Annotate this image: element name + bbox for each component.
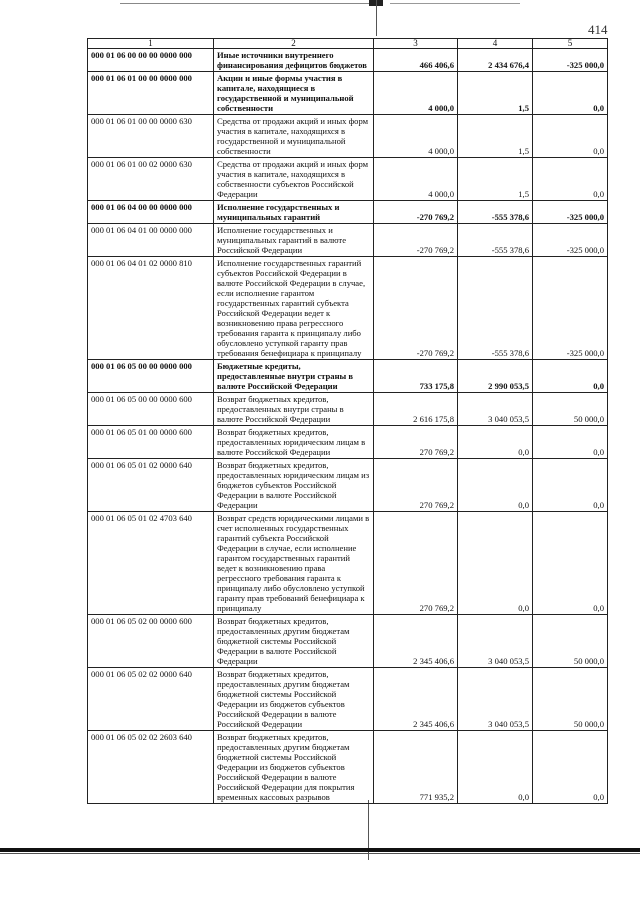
table-row bbox=[88, 731, 608, 804]
table-row bbox=[88, 459, 608, 512]
budget-table bbox=[87, 38, 608, 804]
value-col5-cell: 50 000,0 bbox=[533, 615, 608, 668]
value-col4-cell: 2 434 676,4 bbox=[458, 49, 533, 72]
name-cell: Иные источники внутреннего финансирования дефицитов бюджетов bbox=[214, 49, 374, 72]
code-cell: 000 01 06 05 00 00 0000 000 bbox=[88, 360, 214, 393]
value-col5-cell: 50 000,0 bbox=[533, 668, 608, 731]
table-row bbox=[88, 512, 608, 615]
code-cell: 000 01 06 01 00 02 0000 630 bbox=[88, 158, 214, 201]
table-row bbox=[88, 668, 608, 731]
code-cell: 000 01 06 05 02 02 0000 640 bbox=[88, 668, 214, 731]
value-col3-cell: -270 769,2 bbox=[374, 224, 458, 257]
value-col4-cell: -555 378,6 bbox=[458, 224, 533, 257]
code-cell: 000 01 06 04 00 00 0000 000 bbox=[88, 201, 214, 224]
value-col5-cell: 0,0 bbox=[533, 512, 608, 615]
table-row bbox=[88, 393, 608, 426]
table-header-row bbox=[88, 39, 608, 49]
name-cell: Средства от продажи акций и иных форм участия в капитале, находящихся в собственности субъектов Российской Федерации bbox=[214, 158, 374, 201]
value-col4-cell: 1,5 bbox=[458, 158, 533, 201]
value-col3-cell: 771 935,2 bbox=[374, 731, 458, 804]
value-col3-cell: 4 000,0 bbox=[374, 72, 458, 115]
value-col5-cell: 0,0 bbox=[533, 426, 608, 459]
table-row bbox=[88, 158, 608, 201]
name-cell: Возврат бюджетных кредитов, предоставленных другим бюджетам бюджетной системы Российской Федерации из бюджетов субъектов Российской Федерации в валюте Российской Федерации для покрытия временных кассовых разрывов bbox=[214, 731, 374, 804]
value-col5-cell: 0,0 bbox=[533, 158, 608, 201]
value-col3-cell: 733 175,8 bbox=[374, 360, 458, 393]
code-cell: 000 01 06 05 01 00 0000 600 bbox=[88, 426, 214, 459]
scan-bottom-line bbox=[0, 853, 640, 854]
value-col3-cell: -270 769,2 bbox=[374, 257, 458, 360]
code-cell: 000 01 06 00 00 00 0000 000 bbox=[88, 49, 214, 72]
value-col3-cell: 270 769,2 bbox=[374, 459, 458, 512]
value-col4-cell: 0,0 bbox=[458, 426, 533, 459]
value-col5-cell: 0,0 bbox=[533, 72, 608, 115]
name-cell: Возврат бюджетных кредитов, предоставленных внутри страны в валюте Российской Федерации bbox=[214, 393, 374, 426]
code-cell: 000 01 06 05 02 00 0000 600 bbox=[88, 615, 214, 668]
name-cell: Возврат бюджетных кредитов, предоставленных юридическим лицам в валюте Российской Федерации bbox=[214, 426, 374, 459]
table-row bbox=[88, 257, 608, 360]
value-col5-cell: -325 000,0 bbox=[533, 257, 608, 360]
code-cell: 000 01 06 05 00 00 0000 600 bbox=[88, 393, 214, 426]
value-col5-cell: -325 000,0 bbox=[533, 201, 608, 224]
value-col4-cell: 0,0 bbox=[458, 731, 533, 804]
table-row bbox=[88, 224, 608, 257]
value-col4-cell: 3 040 053,5 bbox=[458, 393, 533, 426]
value-col3-cell: 4 000,0 bbox=[374, 115, 458, 158]
value-col4-cell: 0,0 bbox=[458, 459, 533, 512]
name-cell: Бюджетные кредиты, предоставленные внутри страны в валюте Российской Федерации bbox=[214, 360, 374, 393]
page-number: 414 bbox=[588, 22, 608, 37]
header-cell: 4 bbox=[458, 39, 533, 49]
header-cell: 1 bbox=[88, 39, 214, 49]
value-col5-cell: -325 000,0 bbox=[533, 49, 608, 72]
value-col4-cell: 1,5 bbox=[458, 115, 533, 158]
table-row bbox=[88, 115, 608, 158]
table-row bbox=[88, 615, 608, 668]
value-col4-cell: 3 040 053,5 bbox=[458, 615, 533, 668]
code-cell: 000 01 06 01 00 00 0000 000 bbox=[88, 72, 214, 115]
value-col3-cell: 270 769,2 bbox=[374, 426, 458, 459]
code-cell: 000 01 06 04 01 02 0000 810 bbox=[88, 257, 214, 360]
scan-bottom-bar bbox=[0, 848, 640, 852]
name-cell: Возврат бюджетных кредитов, предоставленных другим бюджетам бюджетной системы Российской Федерации в валюте Российской Федерации bbox=[214, 615, 374, 668]
name-cell: Возврат бюджетных кредитов, предоставленных другим бюджетам бюджетной системы Российской Федерации из бюджетов субъектов Российской Федерации в валюте Российской Федерации bbox=[214, 668, 374, 731]
value-col4-cell: 3 040 053,5 bbox=[458, 668, 533, 731]
scan-top-line-right bbox=[390, 3, 520, 4]
code-cell: 000 01 06 04 01 00 0000 000 bbox=[88, 224, 214, 257]
value-col3-cell: 4 000,0 bbox=[374, 158, 458, 201]
value-col5-cell: 0,0 bbox=[533, 360, 608, 393]
scan-top-line bbox=[120, 3, 380, 4]
header-cell: 2 bbox=[214, 39, 374, 49]
table-row bbox=[88, 49, 608, 72]
value-col5-cell: 0,0 bbox=[533, 731, 608, 804]
header-cell: 5 bbox=[533, 39, 608, 49]
name-cell: Исполнение государственных и муниципальных гарантий bbox=[214, 201, 374, 224]
value-col5-cell: 0,0 bbox=[533, 459, 608, 512]
code-cell: 000 01 06 01 00 00 0000 630 bbox=[88, 115, 214, 158]
value-col4-cell: 2 990 053,5 bbox=[458, 360, 533, 393]
value-col3-cell: 270 769,2 bbox=[374, 512, 458, 615]
name-cell: Средства от продажи акций и иных форм участия в капитале, находящихся в государственной и муниципальной собственности bbox=[214, 115, 374, 158]
scan-fold-line-top bbox=[376, 0, 377, 36]
name-cell: Возврат бюджетных кредитов, предоставленных юридическим лицам из бюджетов субъектов Российской Федерации в валюте Российской Федерации bbox=[214, 459, 374, 512]
code-cell: 000 01 06 05 02 02 2603 640 bbox=[88, 731, 214, 804]
value-col3-cell: 466 406,6 bbox=[374, 49, 458, 72]
value-col3-cell: -270 769,2 bbox=[374, 201, 458, 224]
header-cell: 3 bbox=[374, 39, 458, 49]
table-row bbox=[88, 360, 608, 393]
value-col3-cell: 2 616 175,8 bbox=[374, 393, 458, 426]
value-col4-cell: 0,0 bbox=[458, 512, 533, 615]
code-cell: 000 01 06 05 01 02 0000 640 bbox=[88, 459, 214, 512]
value-col5-cell: -325 000,0 bbox=[533, 224, 608, 257]
value-col5-cell: 0,0 bbox=[533, 115, 608, 158]
table-row bbox=[88, 72, 608, 115]
value-col5-cell: 50 000,0 bbox=[533, 393, 608, 426]
table-row bbox=[88, 201, 608, 224]
code-cell: 000 01 06 05 01 02 4703 640 bbox=[88, 512, 214, 615]
value-col3-cell: 2 345 406,6 bbox=[374, 615, 458, 668]
value-col4-cell: -555 378,6 bbox=[458, 257, 533, 360]
name-cell: Исполнение государственных и муниципальных гарантий в валюте Российской Федерации bbox=[214, 224, 374, 257]
value-col4-cell: -555 378,6 bbox=[458, 201, 533, 224]
name-cell: Возврат средств юридическими лицами в счет исполненных государственных гарантий субъекта Российской Федерации в случае, если исполнение гарантом государственных гарантий ведет к возникновению права регрессного требования гаранта к принципалу либо обусловлено уступкой гаранту прав требований бенефициара к принципалу bbox=[214, 512, 374, 615]
table-row bbox=[88, 426, 608, 459]
name-cell: Исполнение государственных гарантий субъектов Российской Федерации в валюте Российской Федерации в случае, если исполнение гарантом государственных гарантий субъекта Российской Федерации ведет к возникновению права регрессного требования гаранта к принципалу либо обусловлено уступкой гаранту прав требования бенефициара к принципалу bbox=[214, 257, 374, 360]
value-col3-cell: 2 345 406,6 bbox=[374, 668, 458, 731]
value-col4-cell: 1,5 bbox=[458, 72, 533, 115]
name-cell: Акции и иные формы участия в капитале, находящиеся в государственной и муниципальной собственности bbox=[214, 72, 374, 115]
